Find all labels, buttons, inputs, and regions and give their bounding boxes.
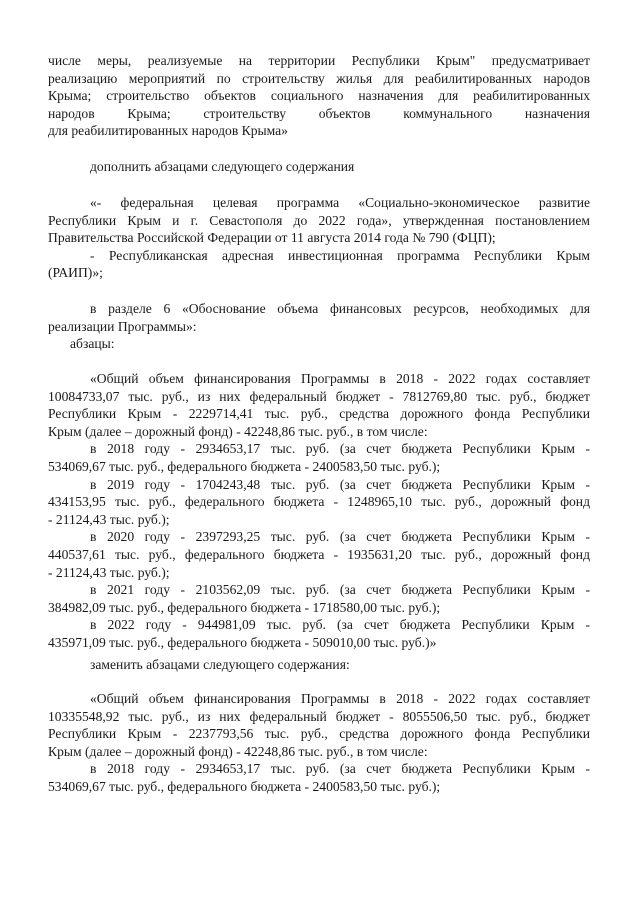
text-line: в разделе 6 «Обоснование объема финансовых ресурсов, необходимых для bbox=[90, 301, 590, 316]
text-line: Республики Крым - 2229714,41 тыс. руб., средства дорожного фонда Республики bbox=[48, 406, 590, 422]
text-line: 384982,09 тыс. руб., федерального бюджета - 1718580,00 тыс. руб.); bbox=[48, 599, 441, 615]
text-line: 440537,61 тыс. руб., федерального бюджета - 1935631,20 тыс. руб., дорожный фонд bbox=[48, 546, 590, 562]
text-line: (РАИП)»; bbox=[48, 265, 103, 281]
text-line: числе меры, реализуемые на территории Республики Крым" предусматривает bbox=[48, 53, 590, 68]
text-line: Крыма; строительство объектов социального назначения для реабилитированных bbox=[48, 88, 590, 104]
text-line: «Общий объем финансирования Программы в 2018 - 2022 годах составляет bbox=[90, 691, 590, 706]
text-line: реализации Программы»: bbox=[48, 318, 197, 334]
text-line: заменить абзацами следующего содержания: bbox=[90, 657, 350, 672]
text-line: для реабилитированных народов Крыма» bbox=[48, 123, 288, 139]
text-line: в 2018 году - 2934653,17 тыс. руб. (за счет бюджета Республики Крым - bbox=[90, 761, 590, 777]
text-line: 434153,95 тыс. руб., федерального бюджета - 1248965,10 тыс. руб., дорожный фонд bbox=[48, 494, 590, 510]
text-line: народов Крыма; строительству объектов коммунального назначения bbox=[48, 105, 590, 121]
text-line: 10084733,07 тыс. руб., из них федеральный бюджет - 7812769,80 тыс. руб., бюджет bbox=[48, 388, 590, 404]
text-line: 534069,67 тыс. руб., федерального бюджета - 2400583,50 тыс. руб.); bbox=[48, 778, 441, 794]
text-line: в 2019 году - 1704243,48 тыс. руб. (за счет бюджета Республики Крым - bbox=[90, 476, 590, 492]
paragraph-program-measures bbox=[48, 52, 590, 140]
text-line: в 2020 году - 2397293,25 тыс. руб. (за счет бюджета Республики Крым - bbox=[90, 529, 590, 545]
text-line: - 21124,43 тыс. руб.); bbox=[48, 511, 170, 527]
text-line: - Республиканская адресная инвестиционная программа Республики Крым bbox=[90, 247, 590, 263]
text-line: реализацию мероприятий по строительству жилья для реабилитированных народов bbox=[48, 70, 590, 86]
text-line: Крым (далее – дорожный фонд) - 42248,86 тыс. руб., в том числе: bbox=[48, 743, 428, 759]
text-line: в 2021 году - 2103562,09 тыс. руб. (за счет бюджета Республики Крым - bbox=[90, 582, 590, 598]
text-line: в 2018 году - 2934653,17 тыс. руб. (за счет бюджета Республики Крым - bbox=[90, 441, 590, 457]
text-line: Республики Крым - 2237793,56 тыс. руб., средства дорожного фонда Республики bbox=[48, 726, 590, 742]
paragraph-section-6 bbox=[48, 300, 590, 353]
paragraph-old-funding bbox=[48, 370, 590, 652]
text-line: в 2022 году - 944981,09 тыс. руб. (за счет бюджета Республики Крым - bbox=[90, 617, 590, 633]
paragraph-new-funding bbox=[48, 690, 590, 796]
paragraph-replace-intro bbox=[48, 656, 590, 674]
text-line: «- федеральная целевая программа «Социально-экономическое развитие bbox=[90, 195, 590, 210]
text-line: Республики Крым и г. Севастополя до 2022 года», утвержденная постановлением bbox=[48, 212, 590, 228]
text-line: «Общий объем финансирования Программы в 2018 - 2022 годах составляет bbox=[90, 371, 590, 386]
paragraph-supplement-intro bbox=[48, 158, 590, 176]
text-line: абзацы: bbox=[70, 336, 115, 352]
text-line: 435971,09 тыс. руб., федерального бюджета - 509010,00 тыс. руб.)» bbox=[48, 634, 437, 650]
text-line: - 21124,43 тыс. руб.); bbox=[48, 564, 170, 580]
text-line: дополнить абзацами следующего содержания bbox=[90, 159, 355, 174]
text-line: Крым (далее – дорожный фонд) - 42248,86 тыс. руб., в том числе: bbox=[48, 423, 428, 439]
paragraph-federal-program bbox=[48, 194, 590, 282]
text-line: Правительства Российской Федерации от 11 августа 2014 года № 790 (ФЦП); bbox=[48, 230, 496, 246]
text-line: 534069,67 тыс. руб., федерального бюджета - 2400583,50 тыс. руб.); bbox=[48, 458, 441, 474]
text-line: 10335548,92 тыс. руб., из них федеральный бюджет - 8055506,50 тыс. руб., бюджет bbox=[48, 708, 590, 724]
